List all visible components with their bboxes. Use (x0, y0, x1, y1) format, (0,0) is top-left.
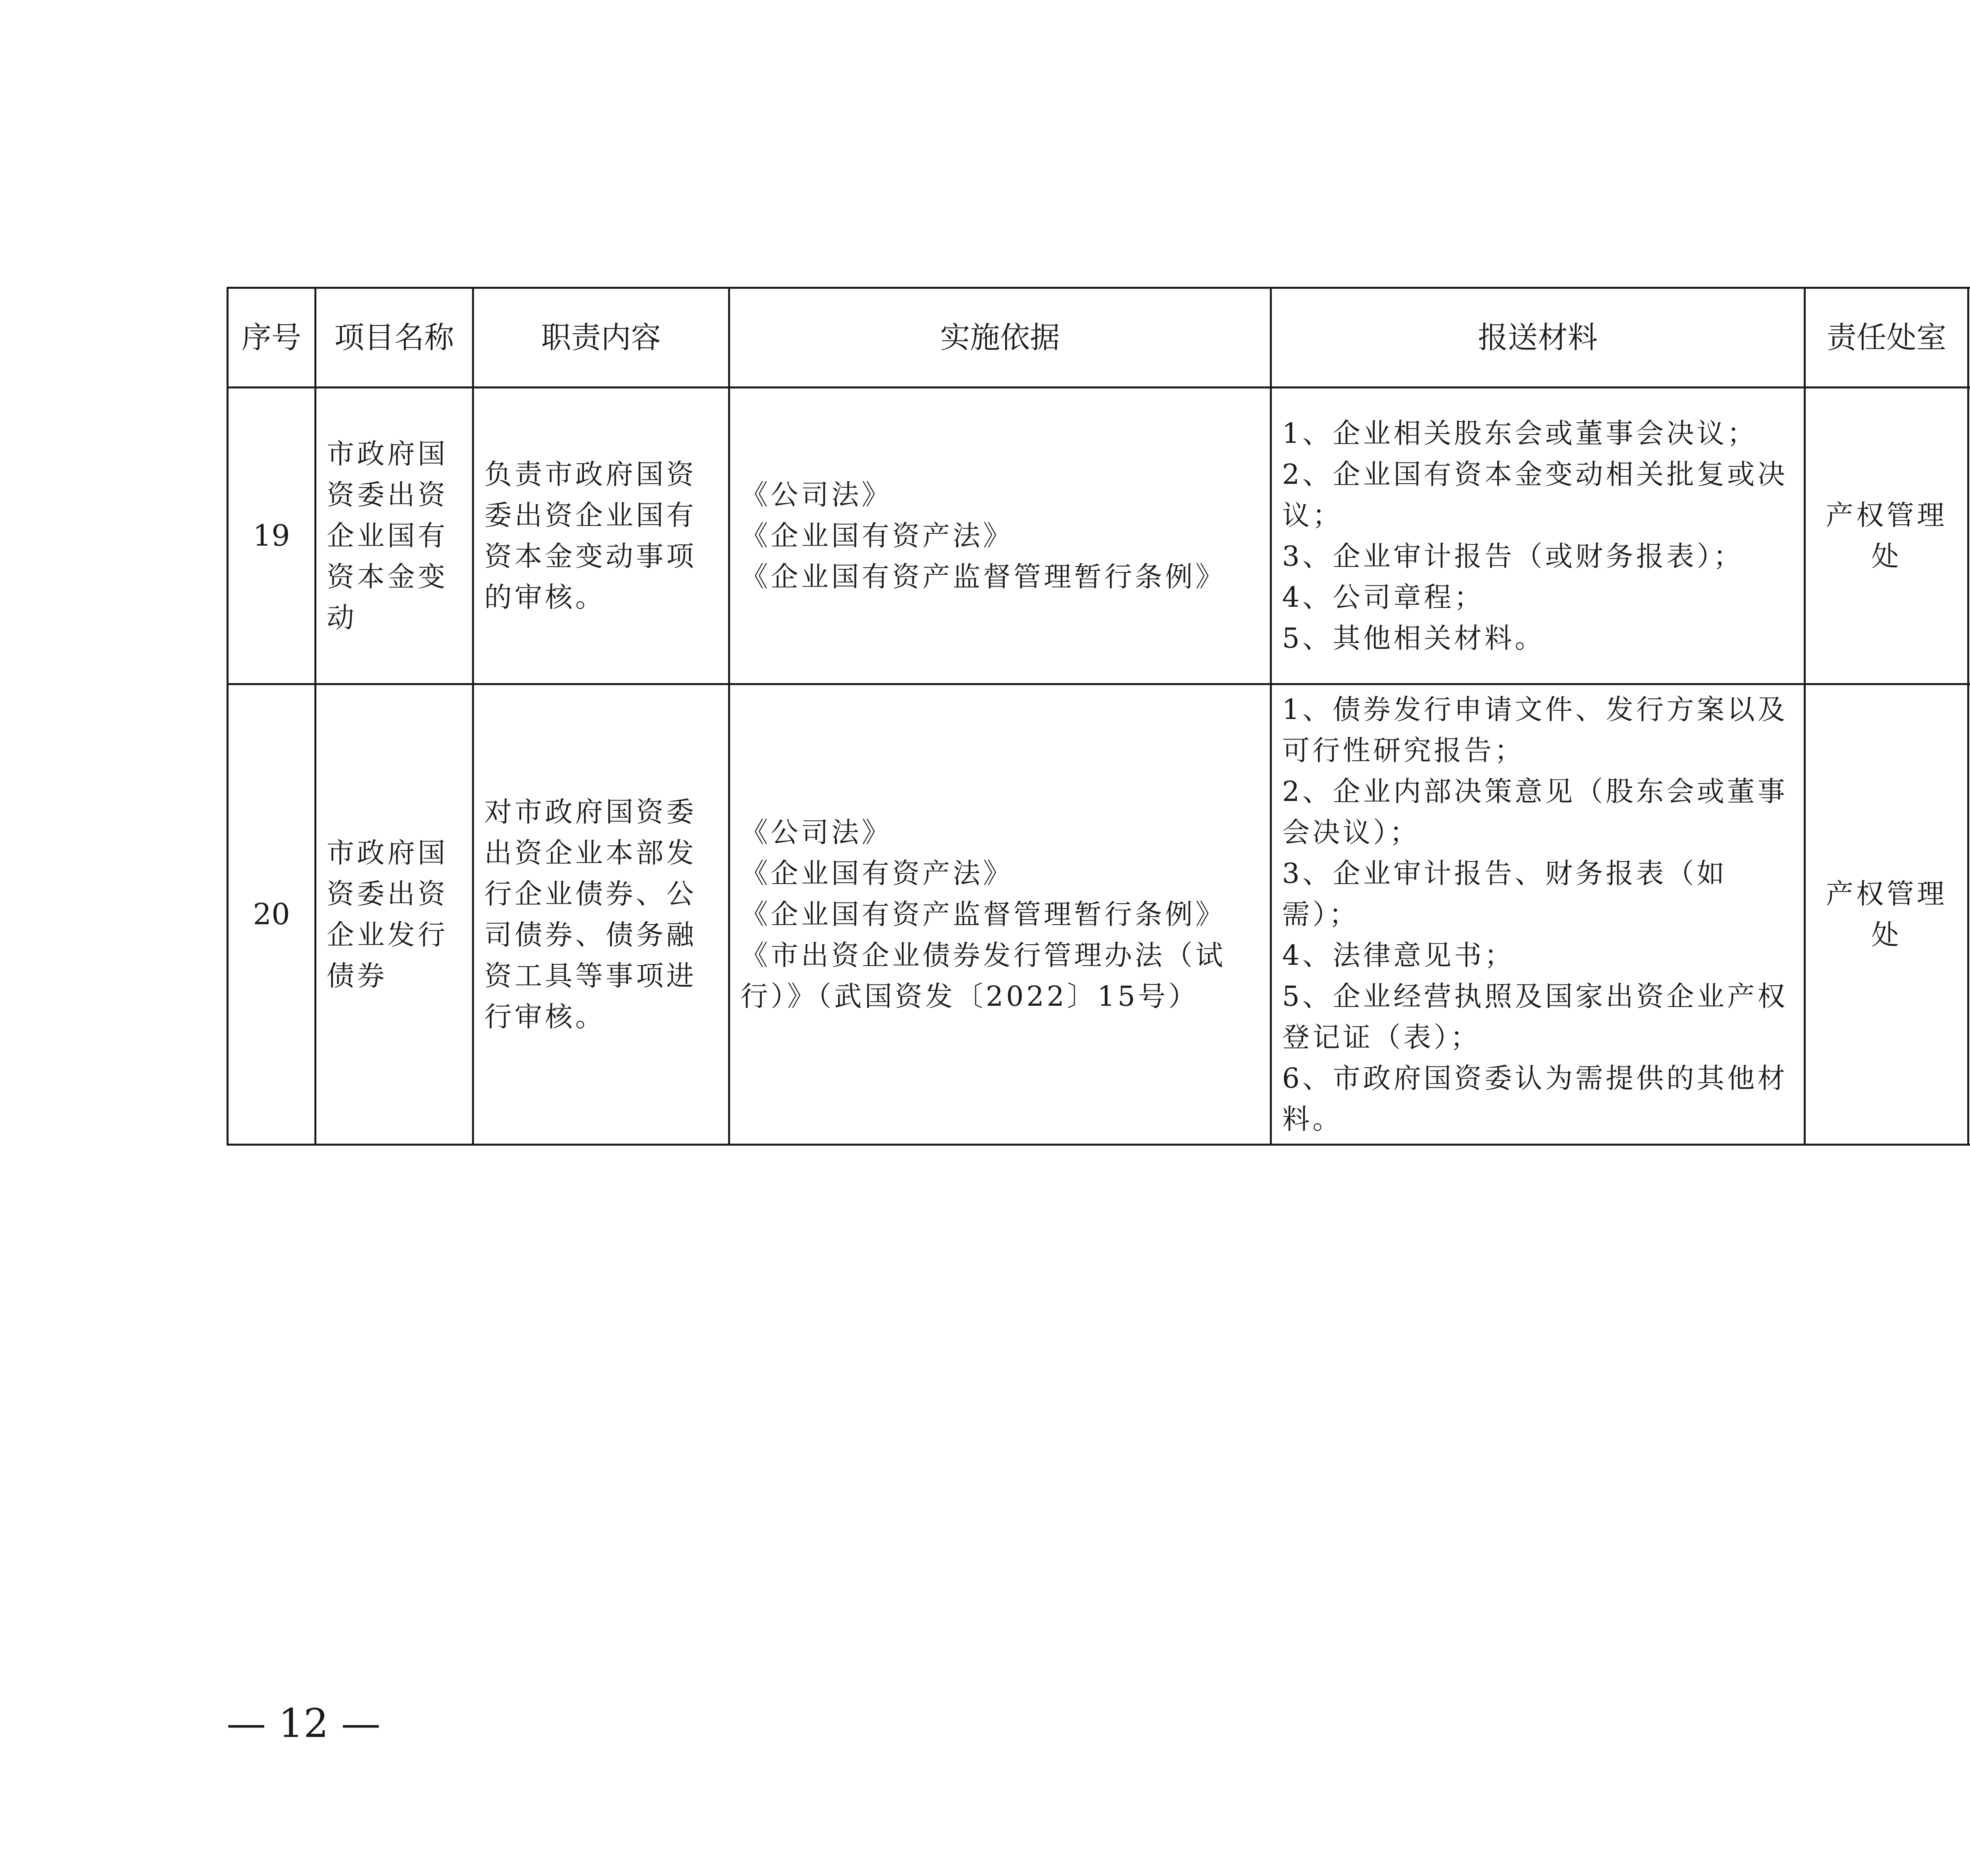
row-serial-number: 20 (228, 684, 316, 1145)
row-submitted-materials (1271, 388, 1805, 684)
material-item: 5、企业经营执照及国家出资企业产权登记证（表）； (1282, 980, 1788, 1053)
basis-line: 《企业国有资产监督管理暂行条例》 (740, 561, 1226, 593)
header-process-flow (1968, 288, 1970, 388)
row-project-name: 市政府国资委出资企业国有资本金变动 (316, 388, 473, 684)
header-legal-basis: 实施依据 (729, 288, 1271, 388)
header-project-name: 项目名称 (316, 288, 473, 388)
material-item: 4、法律意见书； (1282, 939, 1515, 971)
material-item: 4、公司章程； (1282, 581, 1485, 613)
basis-line: 《企业国有资产法》 (740, 520, 1013, 552)
row-responsible-dept: 产权管理处 (1805, 684, 1968, 1145)
row-duty-content: 负责市政府国资委出资企业国有资本金变动事项的审核。 (473, 388, 729, 684)
table-row (228, 684, 1970, 1145)
row-project-name: 市政府国资委出资企业发行债券 (316, 684, 473, 1145)
header-responsible-dept: 责任处室 (1805, 288, 1968, 388)
row-submitted-materials (1271, 684, 1805, 1145)
material-item: 2、企业内部决策意见（股东会或董事会决议）； (1282, 775, 1788, 849)
page-number: — 12 — (227, 1700, 381, 1746)
material-item: 5、其他相关材料。 (1282, 622, 1545, 654)
row-legal-basis (729, 684, 1271, 1145)
header-serial-number: 序号 (228, 288, 316, 388)
material-item: 1、债券发行申请文件、发行方案以及可行性研究报告； (1282, 693, 1788, 767)
material-item: 3、企业审计报告、财务报表（如需）； (1282, 857, 1727, 931)
table-header-row (228, 288, 1970, 388)
basis-line: 《企业国有资产法》 (740, 857, 1013, 890)
responsibility-table (227, 287, 1970, 1146)
row-process-flow (1968, 388, 1970, 684)
row-duty-content: 对市政府国资委出资企业本部发行企业债券、公司债券、债务融资工具等事项进行审核。 (473, 684, 729, 1145)
material-item: 6、市政府国资委认为需提供的其他材料。 (1282, 1062, 1788, 1135)
basis-line: 《公司法》 (740, 816, 892, 849)
row-serial-number: 19 (228, 388, 316, 684)
basis-line: 《公司法》 (740, 479, 892, 511)
row-responsible-dept: 产权管理处 (1805, 388, 1968, 684)
basis-line: 《企业国有资产监督管理暂行条例》 (740, 898, 1226, 931)
basis-line: 《市出资企业债券发行管理办法（试行）》（武国资发〔2022〕15号） (740, 939, 1226, 1012)
material-item: 3、企业审计报告（或财务报表）； (1282, 540, 1744, 572)
row-legal-basis (729, 388, 1271, 684)
material-item: 1、企业相关股东会或董事会决议； (1282, 417, 1758, 449)
header-submitted-materials: 报送材料 (1271, 288, 1805, 388)
table-row (228, 388, 1970, 684)
header-duty-content: 职责内容 (473, 288, 729, 388)
material-item: 2、企业国有资本金变动相关批复或决议； (1282, 458, 1788, 531)
row-process-flow (1968, 684, 1970, 1145)
